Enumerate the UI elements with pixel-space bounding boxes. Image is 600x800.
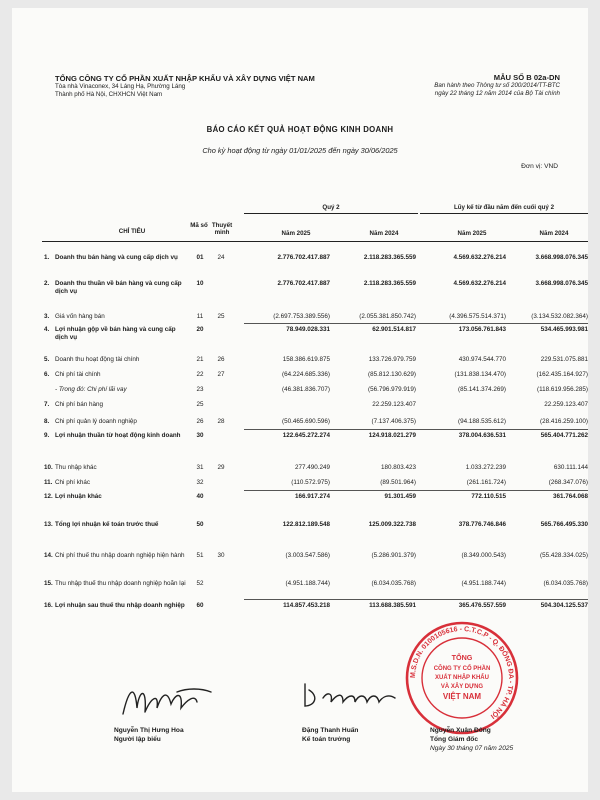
ytd-2025-value: (94.188.535.612)	[458, 418, 506, 425]
row-label: Thu nhập thuế thu nhập doanh nghiệp hoãn lại	[55, 580, 186, 587]
row-label: Chi phí quản lý doanh nghiệp	[55, 418, 137, 425]
seal-line-2: CÔNG TY CỔ PHẦN	[433, 666, 491, 672]
ytd-2025-value: (4.951.188.744)	[461, 580, 506, 587]
accountant-block	[302, 726, 358, 744]
ytd-2024-value: 504.304.125.537	[540, 602, 588, 609]
q2-2025-value: (50.465.690.596)	[282, 418, 330, 425]
row-label: Doanh thu hoạt động tài chính	[55, 356, 140, 363]
currency-unit: Đơn vị: VND	[521, 163, 558, 170]
q2-2024-value: 124.918.021.279	[368, 432, 416, 439]
q2-2024-value: 22.259.123.407	[372, 401, 416, 408]
q2-2025-value: (46.381.836.707)	[282, 386, 330, 393]
company-block	[55, 75, 315, 100]
q2-2024-value: (7.137.406.375)	[371, 418, 416, 425]
q2-2025-value: 122.812.189.548	[282, 521, 330, 528]
ytd-2024-value: (268.347.076)	[548, 479, 588, 486]
row-code: 11	[196, 313, 204, 320]
row-number: 12.	[44, 493, 53, 500]
subtotal-rule	[244, 429, 588, 430]
item-header: CHỈ TIÊU	[118, 228, 146, 235]
row-code: 22	[196, 371, 204, 378]
form-code: MẪU SỐ B 02a-DN	[493, 73, 560, 82]
row-number: 16.	[44, 602, 53, 609]
ytd-2025-value: (131.838.134.470)	[454, 371, 506, 378]
ytd-2024-value: 565.404.771.262	[540, 432, 588, 439]
ytd-2025-value: 378.004.636.531	[458, 432, 506, 439]
form-regulation-line-1: Ban hành theo Thông tư số 200/2014/TT-BTC	[434, 82, 560, 89]
row-code: 30	[196, 432, 204, 439]
preparer-name: Nguyễn Thị Hưng Hoa	[114, 727, 184, 734]
ytd-2024-value: (6.034.035.768)	[543, 580, 588, 587]
subtotal-rule	[244, 323, 588, 324]
row-number: 1.	[44, 254, 50, 261]
q2-2025-value: 277.490.249	[294, 464, 330, 471]
row-label: Chi phí khác	[55, 479, 91, 486]
row-code: 51	[196, 552, 204, 559]
q2-2025-value: (2.697.753.389.556)	[273, 313, 330, 320]
row-note: 29	[217, 464, 225, 471]
row-code: 31	[196, 464, 204, 471]
row-number: 13.	[44, 521, 53, 528]
ytd-header-rule	[420, 213, 588, 214]
ytd-2024-value: (28.416.259.100)	[540, 418, 588, 425]
q2-2024-value: (56.796.979.919)	[368, 386, 416, 393]
q2-2024-value: (5.286.901.379)	[371, 552, 416, 559]
seal-ring-text: M.S.D.N. 0100105616 - C.T.C.P - Q. ĐỐNG ĐA - TP. HÀ NỘI	[409, 625, 515, 720]
ytd-2024-value: 3.668.998.076.345	[535, 280, 588, 287]
ytd-2024-value: 361.764.068	[552, 493, 588, 500]
ytd-2025-value: (4.396.575.514.371)	[449, 313, 506, 320]
q2-2024-value: 91.301.459	[384, 493, 416, 500]
row-code: 40	[196, 493, 204, 500]
q2-2025-value: 122.645.272.274	[282, 432, 330, 439]
ytd-2024-header: Năm 2024	[539, 230, 569, 237]
ytd-2024-value: 565.766.495.330	[540, 521, 588, 528]
row-number: 7.	[44, 401, 50, 408]
row-code: 10	[196, 280, 204, 287]
row-code: 23	[196, 386, 204, 393]
ytd-2025-value: 4.569.632.276.214	[453, 280, 506, 287]
ytd-2025-value: (85.141.374.269)	[458, 386, 506, 393]
row-note: 27	[217, 371, 225, 378]
q2-header-rule	[244, 213, 418, 214]
subtotal-rule	[244, 490, 588, 491]
row-code: 52	[196, 580, 204, 587]
ytd-2025-value: (261.161.724)	[466, 479, 506, 486]
form-reference	[434, 74, 560, 98]
ytd-2025-value: 4.569.632.276.214	[453, 254, 506, 261]
ytd-2025-value: 772.110.515	[471, 493, 506, 500]
form-regulation-line-2: ngày 22 tháng 12 năm 2014 của Bộ Tài chính	[434, 90, 560, 97]
company-name: TỔNG CÔNG TY CỔ PHẦN XUẤT NHẬP KHẨU VÀ XÂY DỰNG VIỆT NAM	[55, 74, 315, 83]
row-label: Thu nhập khác	[55, 464, 97, 471]
ytd-2024-value: 3.668.998.076.345	[535, 254, 588, 261]
row-code: 26	[196, 418, 204, 425]
header-bottom-rule	[42, 241, 588, 242]
preparer-role: Người lập biểu	[114, 736, 161, 743]
q2-2025-value: (3.003.547.586)	[285, 552, 330, 559]
row-code: 01	[196, 254, 204, 261]
row-number: 8.	[44, 418, 50, 425]
row-label: Lợi nhuận sau thuế thu nhập doanh nghiệp	[55, 602, 185, 609]
seal-line-3: XUẤT NHẬP KHẨU	[435, 675, 489, 681]
row-label: Lợi nhuận thuần từ hoạt động kinh doanh	[55, 432, 181, 439]
q2-2024-value: (6.034.035.768)	[371, 580, 416, 587]
row-code: 60	[196, 602, 204, 609]
ytd-2024-value: 229.531.075.881	[540, 356, 588, 363]
accountant-role: Kế toán trưởng	[302, 736, 351, 743]
q2-2025-value: (110.572.975)	[291, 479, 330, 486]
q2-2024-value: 113.688.385.591	[369, 602, 416, 609]
ytd-2025-header: Năm 2025	[457, 230, 487, 237]
report-period: Cho kỳ hoạt động từ ngày 01/01/2025 đến ngày 30/06/2025	[202, 146, 398, 155]
ytd-2024-value: (3.134.532.082.364)	[531, 313, 588, 320]
row-code: 20	[196, 326, 204, 333]
q2-2024-value: 2.118.283.365.559	[363, 280, 416, 287]
ytd-2025-value: 365.476.557.559	[458, 602, 506, 609]
row-note: 30	[217, 552, 225, 559]
q2-2025-value: 2.776.702.417.887	[277, 254, 330, 261]
row-number: 9.	[44, 432, 50, 439]
company-address-line-2: Thành phố Hà Nội, CHXHCN Việt Nam	[55, 91, 163, 99]
row-note: 25	[217, 313, 225, 320]
row-number: 4.	[44, 326, 50, 333]
ytd-2024-value: 534.465.993.981	[540, 326, 588, 333]
report-sheet	[12, 8, 588, 792]
row-number: 3.	[44, 313, 50, 320]
ytd-2025-value: 378.776.746.846	[458, 521, 506, 528]
svg-text:M.S.D.N. 0100105616 - C.T.C.P	[410, 626, 514, 720]
row-code: 50	[196, 521, 204, 528]
q2-2025-value: 2.776.702.417.887	[277, 280, 330, 287]
code-header: Mã số	[190, 222, 208, 229]
q2-2024-value: 62.901.514.817	[372, 326, 416, 333]
ytd-2024-value: 22.259.123.407	[544, 401, 588, 408]
q2-2024-value: (89.501.964)	[380, 479, 416, 486]
seal-line-4: VÀ XÂY DỰNG	[440, 684, 484, 690]
row-number: 2.	[44, 280, 50, 287]
row-number: 14.	[44, 552, 53, 559]
director-role: Tổng Giám đốc	[430, 736, 478, 743]
accountant-name: Đặng Thanh Huấn	[302, 727, 359, 734]
note-header: Thuyết minh	[211, 222, 233, 236]
row-code: 25	[196, 401, 204, 408]
signing-date: Ngày 30 tháng 07 năm 2025	[430, 745, 514, 752]
row-label: Lợi nhuận khác	[55, 493, 102, 500]
ytd-header: Lũy kế từ đầu năm đến cuối quý 2	[453, 204, 555, 211]
row-label: - Trong đó: Chi phí lãi vay	[55, 386, 127, 393]
company-address-line-1: Tòa nhà Vinaconex, 34 Láng Hạ, Phường Láng	[55, 83, 186, 91]
row-code: 21	[196, 356, 204, 363]
row-label: Lợi nhuận gộp về bán hàng và cung cấp dịch vụ	[55, 326, 176, 341]
row-number: 15.	[44, 580, 53, 587]
ytd-2025-value: 1.033.272.239	[465, 464, 506, 471]
q2-2024-value: 133.726.979.759	[368, 356, 416, 363]
q2-2025-value: 166.917.274	[294, 493, 330, 500]
q2-2024-value: (2.055.381.850.742)	[359, 313, 416, 320]
preparer-block	[114, 726, 184, 744]
row-note: 24	[217, 254, 225, 261]
q2-2025-value: (64.224.685.336)	[282, 371, 330, 378]
company-seal-icon	[404, 620, 520, 736]
row-number: 10.	[44, 464, 53, 471]
q2-header: Quý 2	[322, 204, 340, 211]
q2-2025-header: Năm 2025	[281, 230, 311, 237]
seal-line-5: VIỆT NAM	[442, 692, 482, 701]
subtotal-rule	[244, 599, 588, 600]
row-label: Chi phí thuế thu nhập doanh nghiệp hiện hành	[55, 552, 185, 559]
row-label: Giá vốn hàng bán	[55, 313, 105, 320]
row-number: 6.	[44, 371, 50, 378]
row-label: Tổng lợi nhuận kế toán trước thuế	[55, 521, 159, 528]
director-block	[430, 726, 513, 753]
director-name: Nguyễn Xuân Đông	[430, 727, 491, 734]
row-number: 5.	[44, 356, 50, 363]
row-code: 32	[196, 479, 204, 486]
row-number: 11.	[44, 479, 53, 486]
seal-line-1: TỔNG	[451, 653, 473, 662]
ytd-2024-value: (118.619.956.285)	[537, 386, 588, 393]
q2-2024-value: (85.812.130.629)	[368, 371, 416, 378]
preparer-signature-icon	[117, 678, 217, 722]
ytd-2025-value: (8.349.000.543)	[461, 552, 506, 559]
q2-2024-value: 180.803.423	[380, 464, 416, 471]
q2-2025-value: (4.951.188.744)	[285, 580, 330, 587]
ytd-2024-value: (55.428.334.025)	[540, 552, 588, 559]
q2-2024-header: Năm 2024	[369, 230, 399, 237]
row-label: Doanh thu bán hàng và cung cấp dịch vụ	[55, 254, 178, 261]
ytd-2025-value: 173.056.761.843	[458, 326, 506, 333]
row-label: Chi phí tài chính	[55, 371, 101, 378]
ytd-2025-value: 430.974.544.770	[458, 356, 506, 363]
q2-2024-value: 2.118.283.365.559	[363, 254, 416, 261]
ytd-2024-value: (162.435.164.927)	[536, 371, 588, 378]
row-note: 26	[217, 356, 225, 363]
row-label: Chi phí bán hàng	[55, 401, 103, 408]
accountant-signature-icon	[297, 676, 402, 716]
row-note: 28	[217, 418, 225, 425]
report-title: BÁO CÁO KẾT QUẢ HOẠT ĐỘNG KINH DOANH	[206, 125, 394, 134]
q2-2025-value: 114.857.453.218	[283, 602, 330, 609]
q2-2025-value: 158.386.619.875	[282, 356, 330, 363]
row-label: Doanh thu thuần về bán hàng và cung cấp dịch vụ	[55, 280, 182, 295]
q2-2024-value: 125.009.322.738	[368, 521, 416, 528]
q2-2025-value: 78.949.028.331	[286, 326, 330, 333]
ytd-2024-value: 630.111.144	[553, 464, 588, 471]
